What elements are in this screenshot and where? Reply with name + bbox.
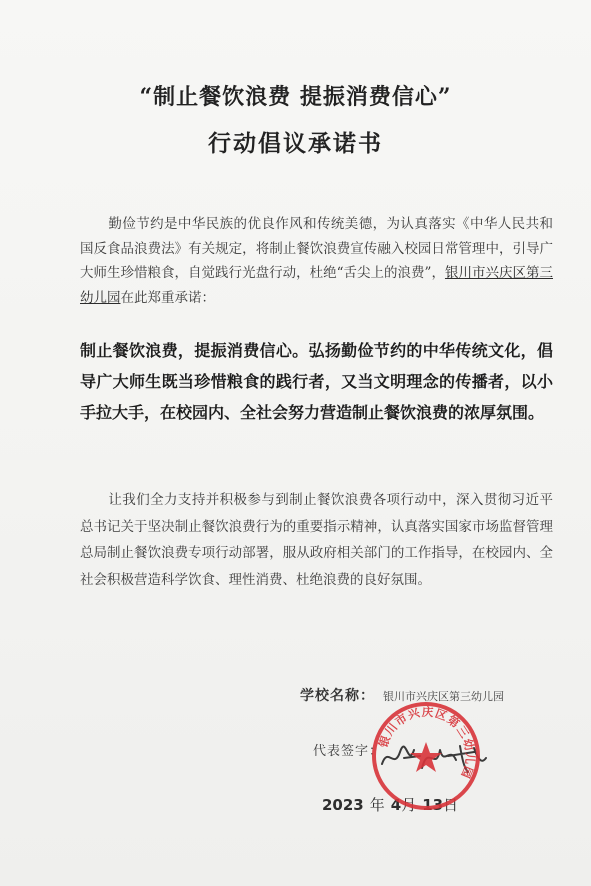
school-name-inline: 银川市兴庆区第三幼儿园 — [80, 265, 553, 306]
date-day: 13 — [422, 796, 444, 814]
date-year: 2023 — [322, 796, 364, 814]
date-month: 4 — [390, 796, 402, 814]
intro-paragraph — [80, 212, 553, 310]
date-day-unit: 日 — [443, 796, 459, 814]
intro-text: 勤俭节约是中华民族的优良作风和传统美德，为认真落实《中华人民共和国反食品浪费法》有关规定，将制止餐饮浪费宣传融入校园日常管理中，引导广大师生珍惜粮食，自觉践行光盘行动，杜绝“舌尖上的浪费”， — [80, 216, 553, 281]
seal-star-icon — [410, 742, 442, 772]
document-title-line2: 行动倡议承诺书 — [208, 130, 383, 157]
document-title-line1: “制止餐饮浪费 提振消费信心” — [139, 84, 452, 110]
action-paragraph — [80, 487, 553, 593]
pledge-paragraph: 制止餐饮浪费，提振消费信心。弘扬勤俭节约的中华传统文化，倡导广大师生既当珍惜粮食的践行者，又当文明理念的传播者，以小手拉大手，在校园内、全社会努力营造制止餐饮浪费的浓厚氛围。 — [80, 341, 553, 422]
date-year-unit: 年 — [369, 796, 385, 814]
representative-label: 代表签字： — [313, 744, 384, 759]
official-seal — [370, 700, 482, 812]
seal-text: 银川市兴庆区第三幼儿园 — [375, 704, 478, 782]
action-text: 让我们全力支持并积极参与到制止餐饮浪费各项行动中，深入贯彻习近平总书记关于坚决制止餐饮浪费行为的重要指示精神，认真落实国家市场监督管理总局制止餐饮浪费专项行动部署，服从政府相关部门的工作指导，在校园内、全社会积极营造科学饮食、理性消费、杜绝浪费的良好氛围。 — [80, 492, 553, 588]
intro-text-end: 在此郑重承诺： — [120, 289, 215, 306]
date-month-unit: 月 — [401, 796, 417, 814]
school-name-label: 学校名称： — [300, 688, 375, 704]
school-name-value: 银川市兴庆区第三幼儿园 — [383, 690, 504, 703]
